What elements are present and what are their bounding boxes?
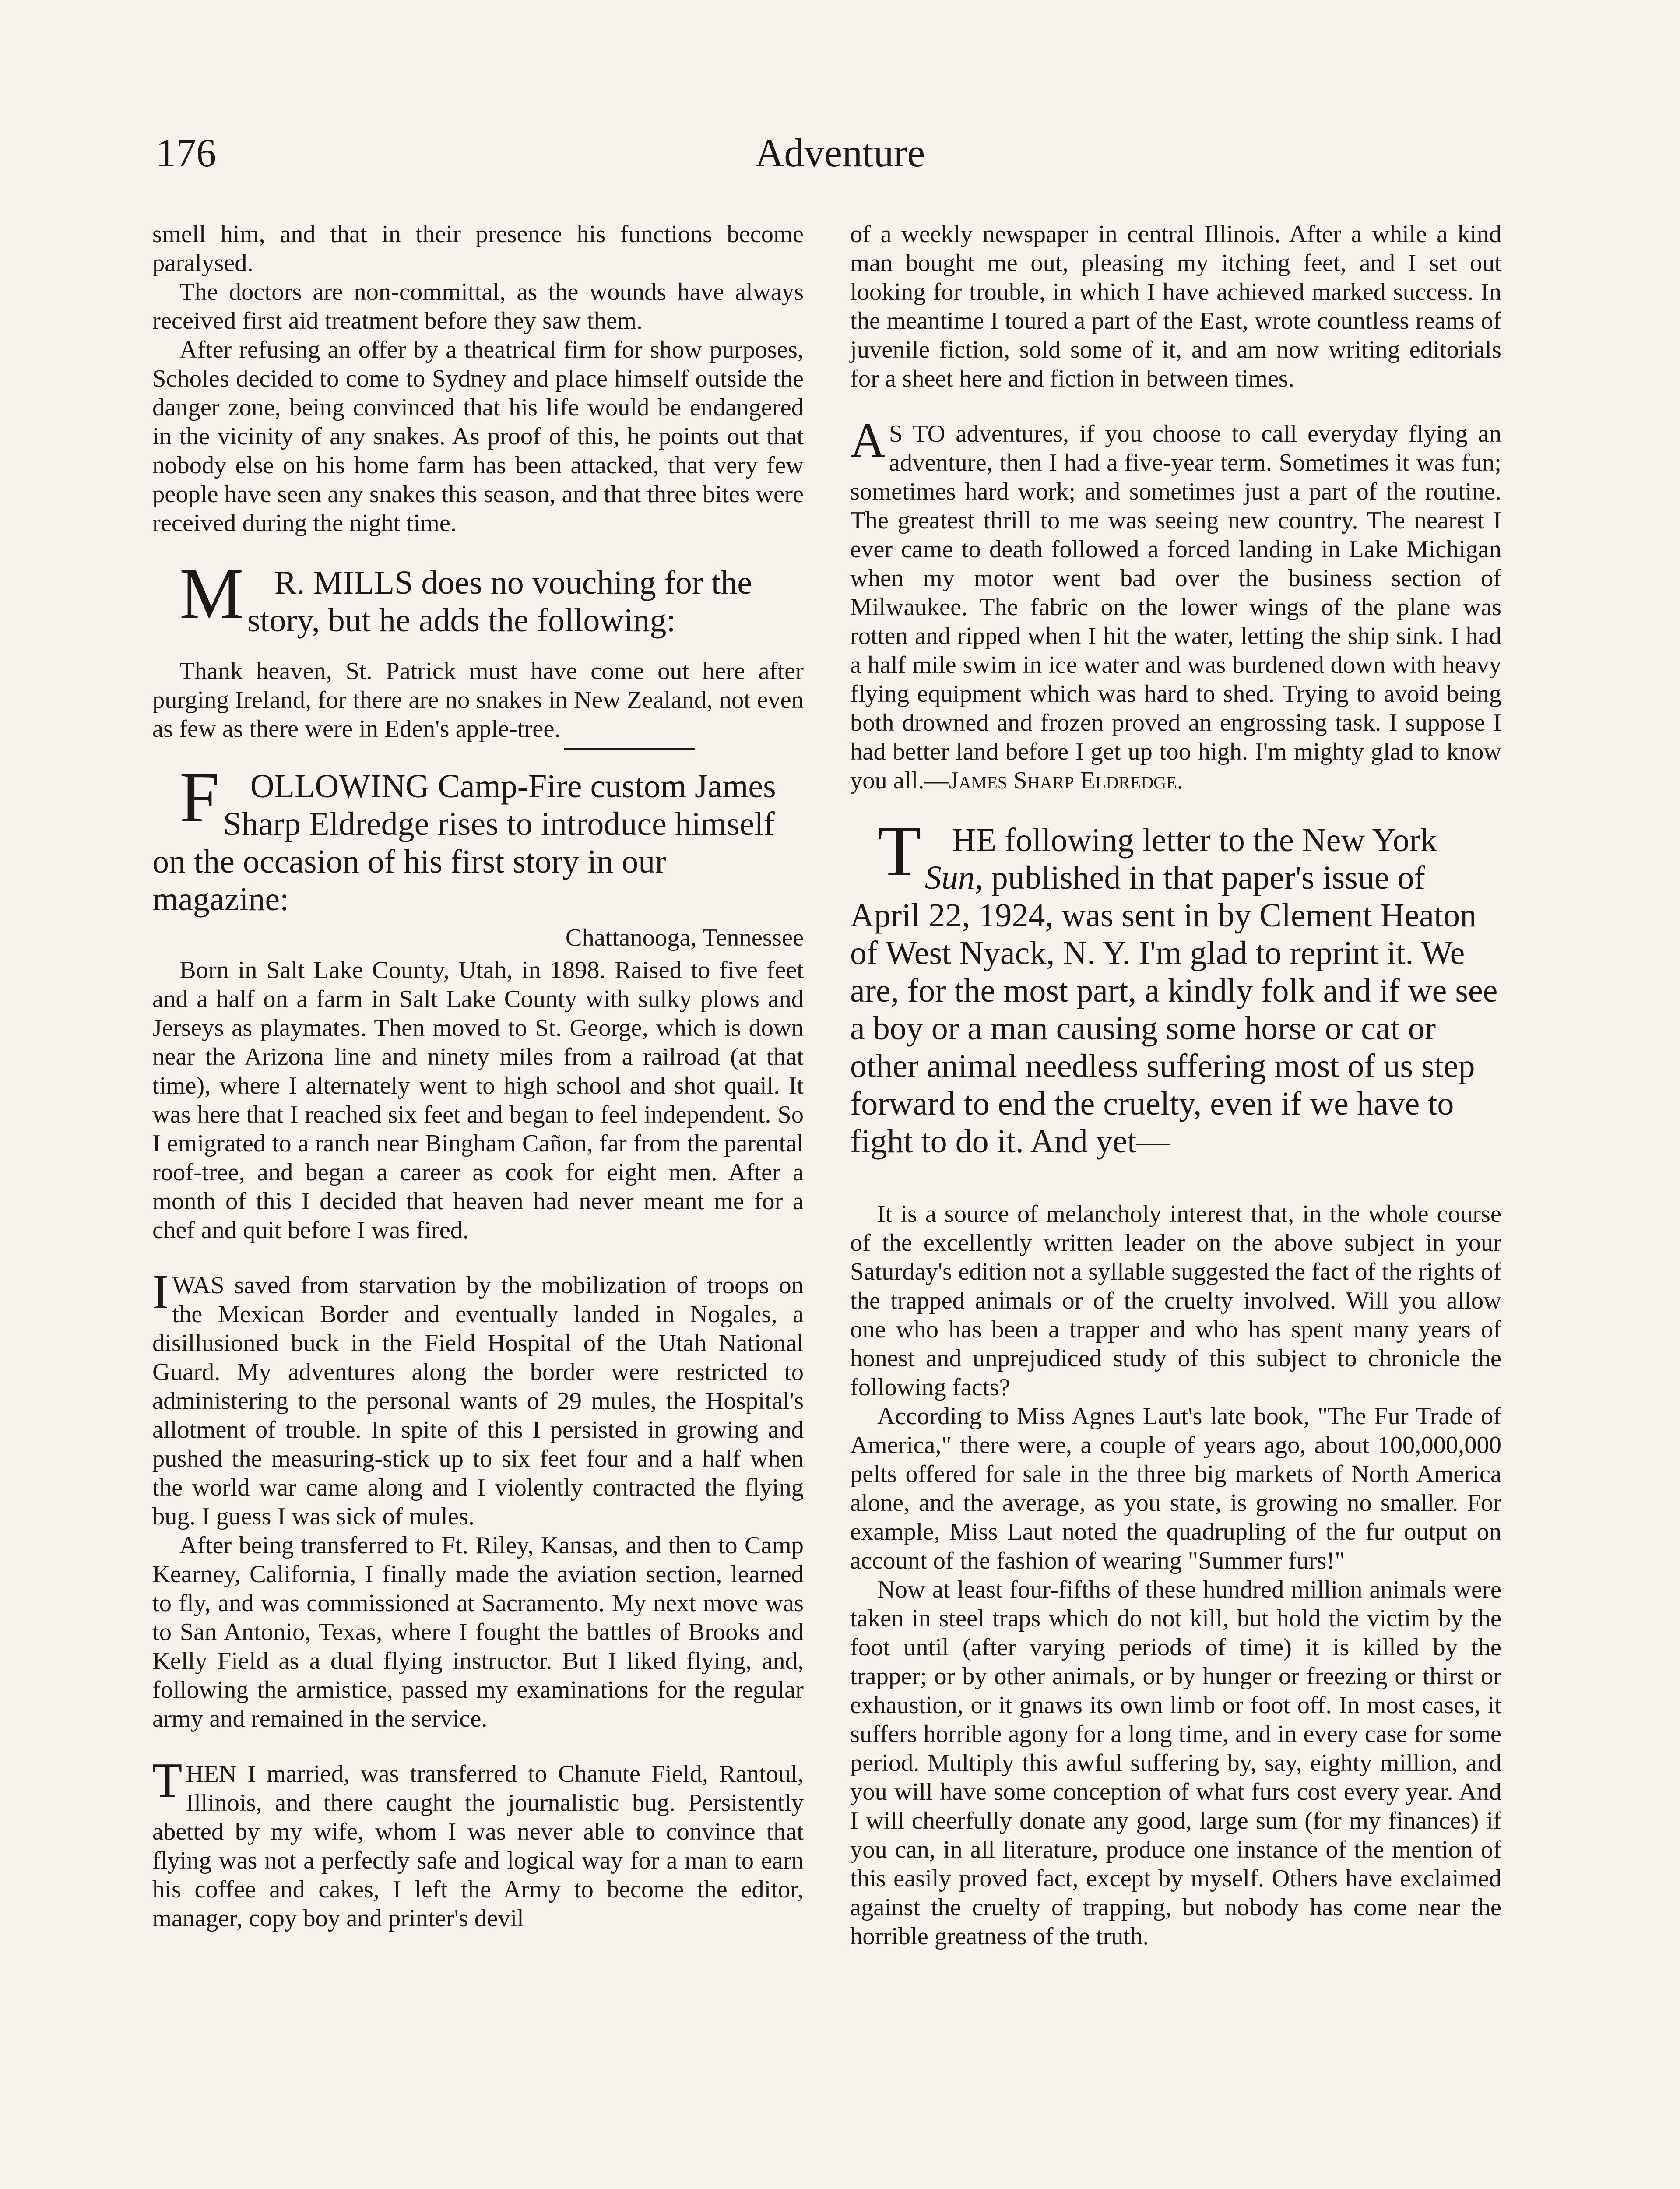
quoted-letter: It is a source of melancholy interest that, in the whole course of the excellently written leader on the above subject in your Saturday's edition not a syllable suggested the fact of the rights of the trapped animals or of the cruelty involved. Will you allow one who has been a trapper and who has spent many years of honest and unprejudiced study of this subject to chronicle the following facts? xyxy=(850,1200,1501,1401)
left-column xyxy=(152,220,804,1933)
paragraph: smell him, and that in their presence his functions become paralysed. xyxy=(152,221,804,277)
paragraph: The doctors are non-committal, as the wounds have always received first aid treatment before they saw them. xyxy=(152,278,804,334)
paragraph: After being transferred to Ft. Riley, Kansas, and then to Camp Kearney, California, I finally made the aviation section, learned to fly, and was commissioned at Sacramento. My next move was to San Antonio, Texas, where I fought the battles of Brooks and Kelly Field as a dual flying instructor. But I liked flying, and, following the armistice, passed my examinations for the regular army and remained in the service. xyxy=(152,1532,804,1732)
paragraph xyxy=(152,1753,804,1933)
quoted-letter: Thank heaven, St. Patrick must have come out here after purging Ireland, for there are no snakes in New Zealand, not even as few as there were in Eden's apple-tree. xyxy=(152,658,804,743)
paragraph xyxy=(850,413,1501,795)
lead-text: , published in that paper's issue of April 22, 1924, was sent in by Clement Heaton of West Nyack, N. Y. I'm glad to reprint it. We are, for the most part, a kindly folk and if we see a boy or a man causing some horse or cat or other animal needless suffering most of us step forward to end the cruelty, even if we have to fight to do it. And yet— xyxy=(850,859,1498,1160)
initial-cap: A xyxy=(850,413,886,468)
section-lead-letter xyxy=(850,811,1501,1160)
dateline: Chattanooga, Tennessee xyxy=(565,924,804,951)
newspaper-name: Sun xyxy=(924,859,975,896)
drop-cap: T xyxy=(877,811,921,891)
right-column xyxy=(850,220,1501,1951)
signature: James Sharp Eldredge. xyxy=(949,767,1183,794)
paragraph-text: HEN I married, was transferred to Chanute Field, Rantoul, Illinois, and there caught the journalistic bug. Persistently abetted by my wife, whom I was never able to convince that flying was not a perfectly safe and logical way for a man to earn his coffee and cakes, I left the Army to become the editor, manager, copy boy and printer's devil xyxy=(152,1760,804,1932)
paragraph xyxy=(152,1265,804,1531)
initial-cap: I xyxy=(152,1265,169,1319)
paragraph-text: S TO adventures, if you choose to call everyday flying an adventure, then I had a five-year term. Sometimes it was fun; sometimes hard work; and sometimes just a part of the routine. The greatest thrill to me was seeing new country. The nearest I ever came to death followed a forced landing in Lake Michigan when my motor went bad over the business section of Milwaukee. The fabric on the lower wings of the plane was rotten and ripped when I hit the water, letting the ship sink. I had a half mile swim in ice water and was burdened down with heavy flying equipment which was hard to shed. Trying to avoid being both drowned and frozen proved an engrossing task. I suppose I had better land before I get up too high. I'm mighty glad to know you all.— xyxy=(850,420,1501,794)
quoted-letter: Now at least four-fifths of these hundred million animals were taken in steel traps which do not kill, but hold the victim by the foot until (after varying periods of time) it is killed by the trapper; or by other animals, or by hunger or freezing or thirst or exhaustion, or it gnaws its own limb or foot off. In most cases, it suffers horrible agony for a long time, and in every case for some period. Multiply this awful suffering by, say, eighty million, and you will have some conception of what furs cost every year. And I will cheerfully donate any good, large sum (for my finances) if you can, in all literature, produce one instance of the mention of this easily proved fact, except by myself. Others have exclaimed against the cruelty of trapping, but nobody has come near the horrible greatness of the truth. xyxy=(850,1576,1501,1950)
lead-text: OLLOWING Camp-Fire custom James Sharp Eldredge rises to introduce himself on the occasion of his first story in our magazine: xyxy=(152,768,776,918)
paragraph-text: WAS saved from starvation by the mobilization of troops on the Mexican Border and eventually landed in Nogales, a disillusioned buck in the Field Hospital of the Utah National Guard. My adventures along the border were restricted to administering to the personal wants of 29 mules, the Hospital's allotment of trouble. In spite of this I persisted in growing and pushed the measuring-stick up to six feet four and a half when the world war came along and I violently contracted the flying bug. I guess I was sick of mules. xyxy=(152,1272,804,1530)
drop-cap: M xyxy=(179,553,244,633)
paragraph: Born in Salt Lake County, Utah, in 1898. Raised to five feet and a half on a farm in Salt Lake County with sulky plows and Jerseys as playmates. Then moved to St. George, which is down near the Arizona line and ninety miles from a railroad (at that time), where I alternately went to high school and shot quail. It was here that I reached six feet and began to feel independent. So I emigrated to a ranch near Bingham Cañon, far from the parental roof-tree, and began a career as cook for eight men. After a month of this I decided that heaven had never meant me for a chef and quit before I was fired. xyxy=(152,957,804,1244)
page-number: 176 xyxy=(156,130,216,175)
section-lead-mills xyxy=(152,553,804,639)
lead-text: R. MILLS does no vouching for the story, but he adds the following: xyxy=(247,564,752,639)
initial-cap: T xyxy=(152,1753,183,1808)
paragraph: After refusing an offer by a theatrical firm for show purposes, Scholes decided to come to Sydney and place himself outside the danger zone, being convinced that his life would be endangered in the vicinity of any snakes. As proof of this, he points out that nobody else on his home farm has been attacked, that very few people have seen any snakes this season, and that three bites were received during the night time. xyxy=(152,336,804,537)
quoted-letter: According to Miss Agnes Laut's late book, "The Fur Trade of America," there were, a couple of years ago, about 100,000,000 pelts offered for sale in the three big markets of North America alone, and the average, as you state, is growing no smaller. For example, Miss Laut noted the quadrupling of the fur output on account of the fashion of wearing "Summer furs!" xyxy=(850,1403,1501,1574)
section-lead-following xyxy=(152,757,804,918)
running-head: Adventure xyxy=(755,130,925,175)
paragraph: of a weekly newspaper in central Illinois. After a while a kind man bought me out, pleasing my itching feet, and I set out looking for trouble, in which I have achieved marked success. In the meantime I toured a part of the East, wrote countless reams of juvenile fiction, sold some of it, and am now writing editorials for a sheet here and fiction in between times. xyxy=(850,221,1501,392)
lead-text: HE following letter to the New York xyxy=(952,822,1437,859)
drop-cap: F xyxy=(179,757,220,837)
